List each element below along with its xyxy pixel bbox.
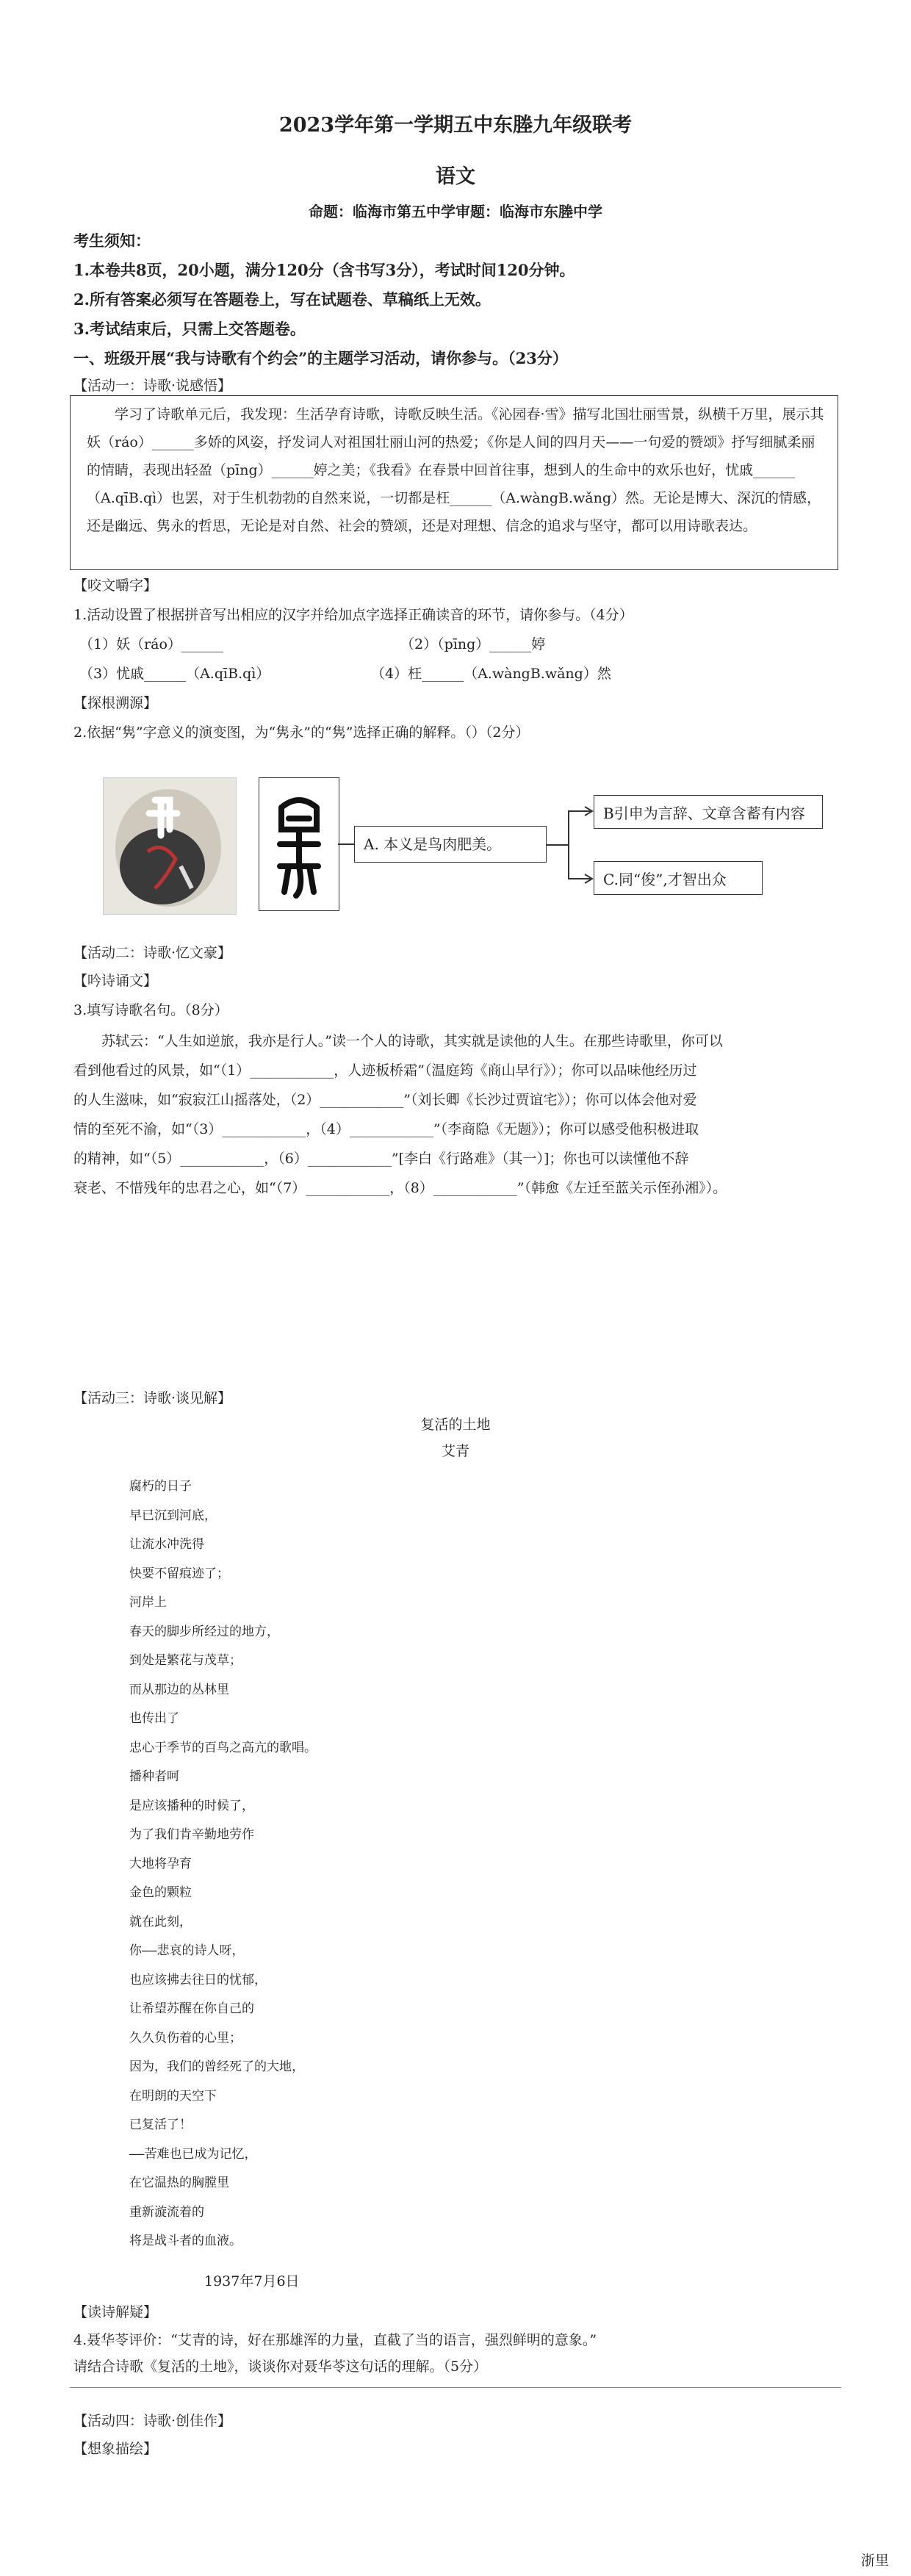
question-1: 1.活动设置了根据拼音写出相应的汉字并给加点字选择正确读音的环节，请你参与。（4分） xyxy=(73,607,633,623)
sub-label-tangen: 【探根溯源】 xyxy=(73,695,158,711)
q1-item-4: （4）枉______（A.wàngB.wǎng）然 xyxy=(371,666,611,682)
seal-script-box xyxy=(259,777,339,911)
q3-line-1: 苏轼云：“人生如逆旅，我亦是行人。”读一个人的诗歌，其实就是读他的人生。在那些诗歌里，你可以 xyxy=(101,1033,723,1049)
passage-text: 学习了诗歌单元后，我发现：生活孕育诗歌，诗歌反映生活。《沁园春·雪》描写北国壮丽雪景，纵横千万里，展示其妖（ráo）______多娇的风姿，抒发词人对祖国壮丽山河的热爱；《你是人间的四月天——一句爱的赞颂》抒写细腻柔丽的情睛，表现出轻盈（pīng）______婷之美；《我看》在春景中回首往事，想到人的生命中的欢乐也好，忧戚______（A.qīB.qì）也罢，对于生机勃勃的自然来说，一切都是枉______（A.wàngB.wǎng）然。无论是博大、深沉的情感，还是幽远、隽永的哲思，无论是对自然、社会的赞颂，还是对理想、信念的追求与坚守，都可以用诗歌表达。 xyxy=(87,406,824,534)
connector-line xyxy=(338,843,354,845)
exam-byline: 命题：临海市第五中学审题：临海市东塍中学 xyxy=(309,203,602,220)
exam-subject: 语文 xyxy=(436,165,475,188)
poem-line: 河岸上 xyxy=(129,1595,167,1610)
poem-line: 已复活了！ xyxy=(129,2118,192,2132)
q3-line-5: 的精神，如“（5）____________，（6）____________”[李白《行路难》（其一）]；你也可以读懂他不辞 xyxy=(73,1151,689,1167)
meaning-box-b: B引申为言辞、文章含蓄有内容 xyxy=(594,795,823,829)
q4-line-1: 4.聂华苓评价：“艾青的诗，好在那雄浑的力量，直截了当的语言，强烈鲜明的意象。” xyxy=(73,2332,597,2348)
poem-line: 快要不留痕迹了； xyxy=(129,1566,229,1581)
poem-author: 艾青 xyxy=(441,1443,469,1459)
poem-line: 就在此刻， xyxy=(129,1915,192,1929)
poem-line: 也应该拂去往日的忧郁， xyxy=(129,1973,267,1987)
poem-line: 让希望苏醒在你自己的 xyxy=(129,2001,254,2016)
q3-line-2: 看到他看过的风景，如“（1）____________，人迹板桥霜”（温庭筠《商山早行》）；你可以品味他经历过 xyxy=(73,1062,697,1079)
activity3-label: 【活动三：诗歌·谈见解】 xyxy=(73,1390,232,1406)
question-3: 3.填写诗歌名句。（8分） xyxy=(73,1002,228,1018)
activity2-label: 【活动二：诗歌·忆文豪】 xyxy=(73,945,232,961)
exam-title: 2023学年第一学期五中东塍九年级联考 xyxy=(278,114,633,137)
question-2: 2.依据“隽”字意义的演变图，为“隽永”的“隽”选择正确的解释。（）（2分） xyxy=(73,724,530,741)
sub-label-yinshi: 【吟诗诵文】 xyxy=(73,973,158,989)
q1-item-1: （1）妖（ráo）______ xyxy=(79,636,223,652)
poem-line: 你——悲哀的诗人呀， xyxy=(129,1943,245,1958)
poem-line: 腐朽的日子 xyxy=(129,1479,192,1494)
poem-line: 而从那边的丛林里 xyxy=(129,1683,229,1697)
poem-line: 为了我们肯辛勤地劳作 xyxy=(129,1827,254,1842)
poem-line: 大地将孕育 xyxy=(129,1857,192,1871)
sub-label-dushi: 【读诗解疑】 xyxy=(73,2304,158,2320)
poem-line: ——苦难也已成为记忆， xyxy=(129,2147,257,2162)
poem-line: 金色的颗粒 xyxy=(129,1885,192,1900)
poem-date: 1937年7月6日 xyxy=(204,2273,300,2289)
poem-line: 将是战斗者的血液。 xyxy=(129,2234,242,2248)
q1-item-2: （2）（pīng）______婷 xyxy=(400,636,546,652)
poem-line: 春天的脚步所经过的地方， xyxy=(129,1625,279,1639)
q3-line-4: 情的至死不渝，如“（3）____________，（4）____________”（李商隐《无题》）；你可以感受他积极进取 xyxy=(73,1121,699,1137)
sub-label-xiangxiang: 【想象描绘】 xyxy=(73,2441,158,2457)
notice-item-2: 2.所有答案必须写在答题卷上，写在试题卷、草稿纸上无效。 xyxy=(73,290,491,309)
poem-line: 在明朗的天空下 xyxy=(129,2089,217,2104)
q1-item-3: （3）忧戚______（A.qīB.qì） xyxy=(79,666,270,682)
q3-line-6: 衰老、不惜残年的忠君之心，如“（7）____________，（8）____________”（韩愈《左迁至蓝关示侄孙湘》）。 xyxy=(73,1180,727,1196)
oracle-bone-image xyxy=(103,777,237,915)
sub-label-yaowen: 【咬文嚼字】 xyxy=(73,578,158,594)
footer-mark: 浙里 xyxy=(861,2552,890,2569)
meaning-box-a: A. 本义是鸟肉肥美。 xyxy=(354,826,547,863)
branch-arrows xyxy=(547,801,595,889)
passage-box xyxy=(70,395,838,570)
poem-line: 是应该播种的时候了， xyxy=(129,1799,254,1813)
meaning-box-c: C.同“俊”,才智出众 xyxy=(594,861,763,895)
poem-title: 复活的土地 xyxy=(420,1417,491,1433)
poem-line: 因为，我们的曾经死了的大地， xyxy=(129,2059,304,2074)
poem-line: 久久负伤着的心里； xyxy=(129,2031,242,2046)
notice-item-3: 3.考试结束后，只需上交答题卷。 xyxy=(73,320,306,338)
divider xyxy=(70,2387,841,2388)
poem-line: 也传出了 xyxy=(129,1711,179,1726)
poem-line: 播种者呵 xyxy=(129,1769,179,1784)
poem-line: 在它温热的胸膛里 xyxy=(129,2176,229,2190)
activity4-label: 【活动四：诗歌·创佳作】 xyxy=(73,2413,232,2429)
poem-line: 让流水冲洗得 xyxy=(129,1537,204,1552)
poem-line: 忠心于季节的百鸟之高亢的歌唱。 xyxy=(129,1741,317,1755)
notice-heading: 考生须知： xyxy=(73,231,151,250)
activity1-label: 【活动一：诗歌·说感悟】 xyxy=(73,378,232,394)
poem-line: 重新漩流着的 xyxy=(129,2205,204,2220)
q4-line-2: 请结合诗歌《复活的土地》，谈谈你对聂华苓这句话的理解。（5分） xyxy=(73,2359,488,2375)
part1-heading: 一、班级开展“我与诗歌有个约会”的主题学习活动，请你参与。（23分） xyxy=(73,349,568,367)
notice-item-1: 1.本卷共8页，20小题，满分120分（含书写3分），考试时间120分钟。 xyxy=(73,261,575,279)
q3-line-3: 的人生滋味，如“寂寂江山摇落处，（2）____________”（刘长卿《长沙过贾谊宅》）；你可以体会他对爱 xyxy=(73,1092,697,1108)
poem-line: 早已沉到河底， xyxy=(129,1508,217,1523)
poem-line: 到处是繁花与茂草； xyxy=(129,1653,242,1668)
